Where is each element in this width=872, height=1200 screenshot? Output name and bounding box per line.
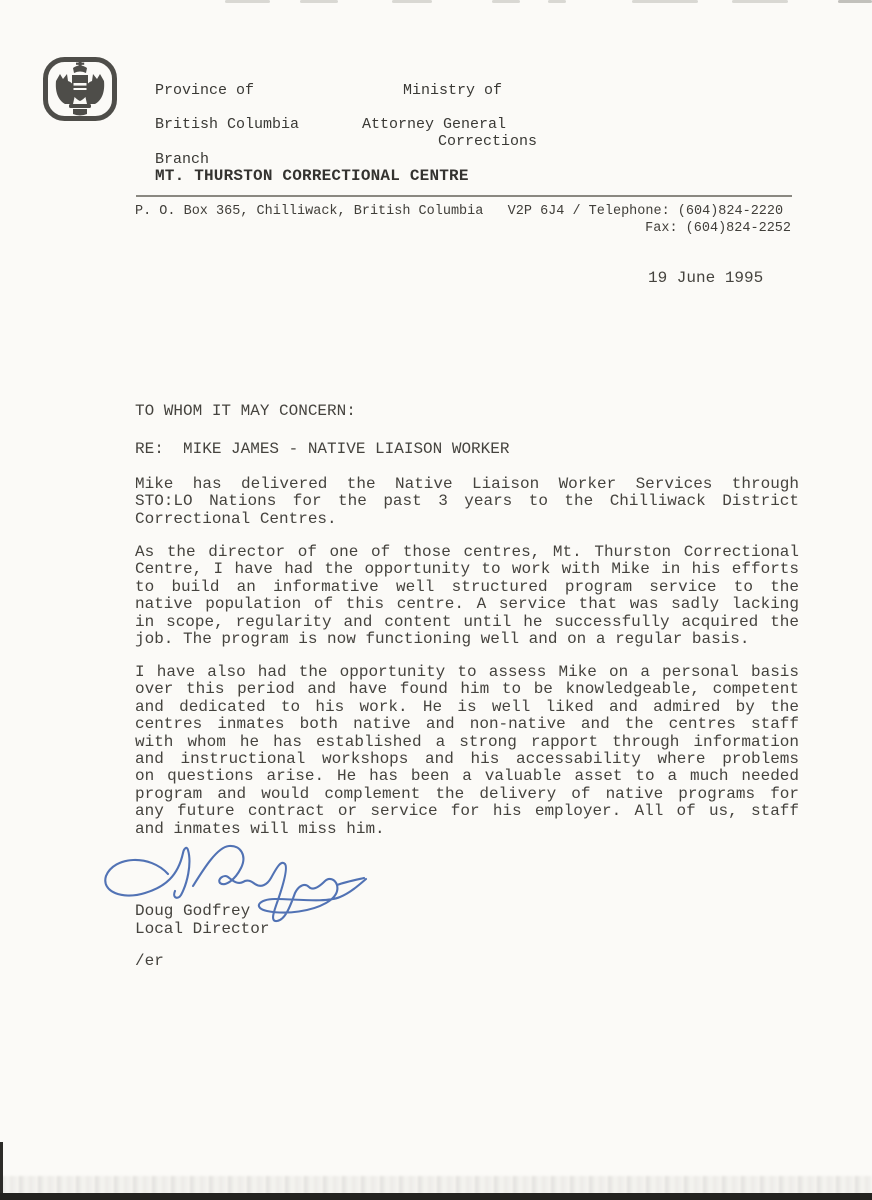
paragraph-line: in scope, regularity and content until he successfully acquired the xyxy=(135,612,799,631)
salutation: TO WHOM IT MAY CONCERN: xyxy=(135,402,356,420)
scan-artifact xyxy=(300,0,338,3)
paragraph-line: STO:LO Nations for the past 3 years to the Chilliwack District xyxy=(135,492,799,511)
scan-edge-bottom xyxy=(0,1193,872,1200)
province-name: British Columbia xyxy=(155,116,300,133)
scan-artifact xyxy=(225,0,270,3)
branch-label: Branch xyxy=(155,151,210,168)
paragraph-line: Correctional Centres. xyxy=(135,509,337,528)
letterhead-divider xyxy=(136,195,792,197)
paragraph-line: any future contract or service for his employer. All of us, staff xyxy=(135,802,799,821)
paragraph-3 xyxy=(135,664,799,838)
paragraph-line: native population of this centre. A service that was sadly lacking xyxy=(135,595,799,614)
bc-coat-of-arms-logo xyxy=(42,56,118,122)
paragraph-line: with whom he has established a strong rapport through information xyxy=(135,732,799,751)
subject-line: RE: MIKE JAMES - NATIVE LIAISON WORKER xyxy=(135,440,510,458)
paragraph-line: Mike has delivered the Native Liaison Worker Services through xyxy=(135,475,799,493)
signature-ink-icon xyxy=(98,840,388,932)
fax-line: Fax: (604)824-2252 xyxy=(645,221,791,236)
scan-artifact xyxy=(548,0,566,3)
paragraph-line: and instructional workshops and his accessability where problems xyxy=(135,750,799,769)
address-phone-line: P. O. Box 365, Chilliwack, British Columbia V2P 6J4 / Telephone: (604)824-2220 xyxy=(135,204,784,219)
signer-name: Doug Godfrey xyxy=(135,902,251,920)
paragraph-line: Centre, I have had the opportunity to work with Mike in his efforts xyxy=(135,560,799,579)
scan-artifact xyxy=(492,0,520,3)
paragraph-line: centres inmates both native and non-native and the centres staff xyxy=(135,715,799,734)
scan-artifact xyxy=(632,0,698,3)
paragraph-line: As the director of one of those centres, Mt. Thurston Correctional xyxy=(135,543,799,561)
paragraph-line: on questions arise. He has been a valuable asset to a much needed xyxy=(135,767,799,786)
handwritten-signature xyxy=(98,840,388,932)
division-name: Corrections xyxy=(438,133,538,150)
scan-artifact xyxy=(732,0,788,3)
typist-initials: /er xyxy=(135,952,164,970)
letter-date: 19 June 1995 xyxy=(648,269,764,287)
paragraph-line: job. The program is now functioning well and on a regular basis. xyxy=(135,630,750,649)
scan-artifact xyxy=(392,0,432,3)
ministry-name: Attorney General xyxy=(362,116,507,133)
centre-name: MT. THURSTON CORRECTIONAL CENTRE xyxy=(155,167,469,185)
paragraph-line: over this period and have found him to be knowledgeable, competent xyxy=(135,680,799,699)
paragraph-line: and dedicated to his work. He is well liked and admired by the xyxy=(135,697,799,716)
paragraph-1 xyxy=(135,476,799,528)
paragraph-line: I have also had the opportunity to assess Mike on a personal basis xyxy=(135,663,799,681)
paragraph-line: and inmates will miss him. xyxy=(135,819,385,838)
scan-noise-band xyxy=(0,1176,872,1194)
paragraph-2 xyxy=(135,544,799,648)
scan-artifact xyxy=(838,0,872,3)
signer-title: Local Director xyxy=(135,920,270,938)
scan-edge-left xyxy=(0,1142,3,1200)
paragraph-line: to build an informative well structured program service to the xyxy=(135,577,799,596)
paragraph-line: program and would complement the delivery of native programs for xyxy=(135,784,799,803)
province-label: Province of xyxy=(155,82,255,99)
ministry-label: Ministry of xyxy=(403,82,503,99)
coat-of-arms-icon xyxy=(42,56,118,122)
